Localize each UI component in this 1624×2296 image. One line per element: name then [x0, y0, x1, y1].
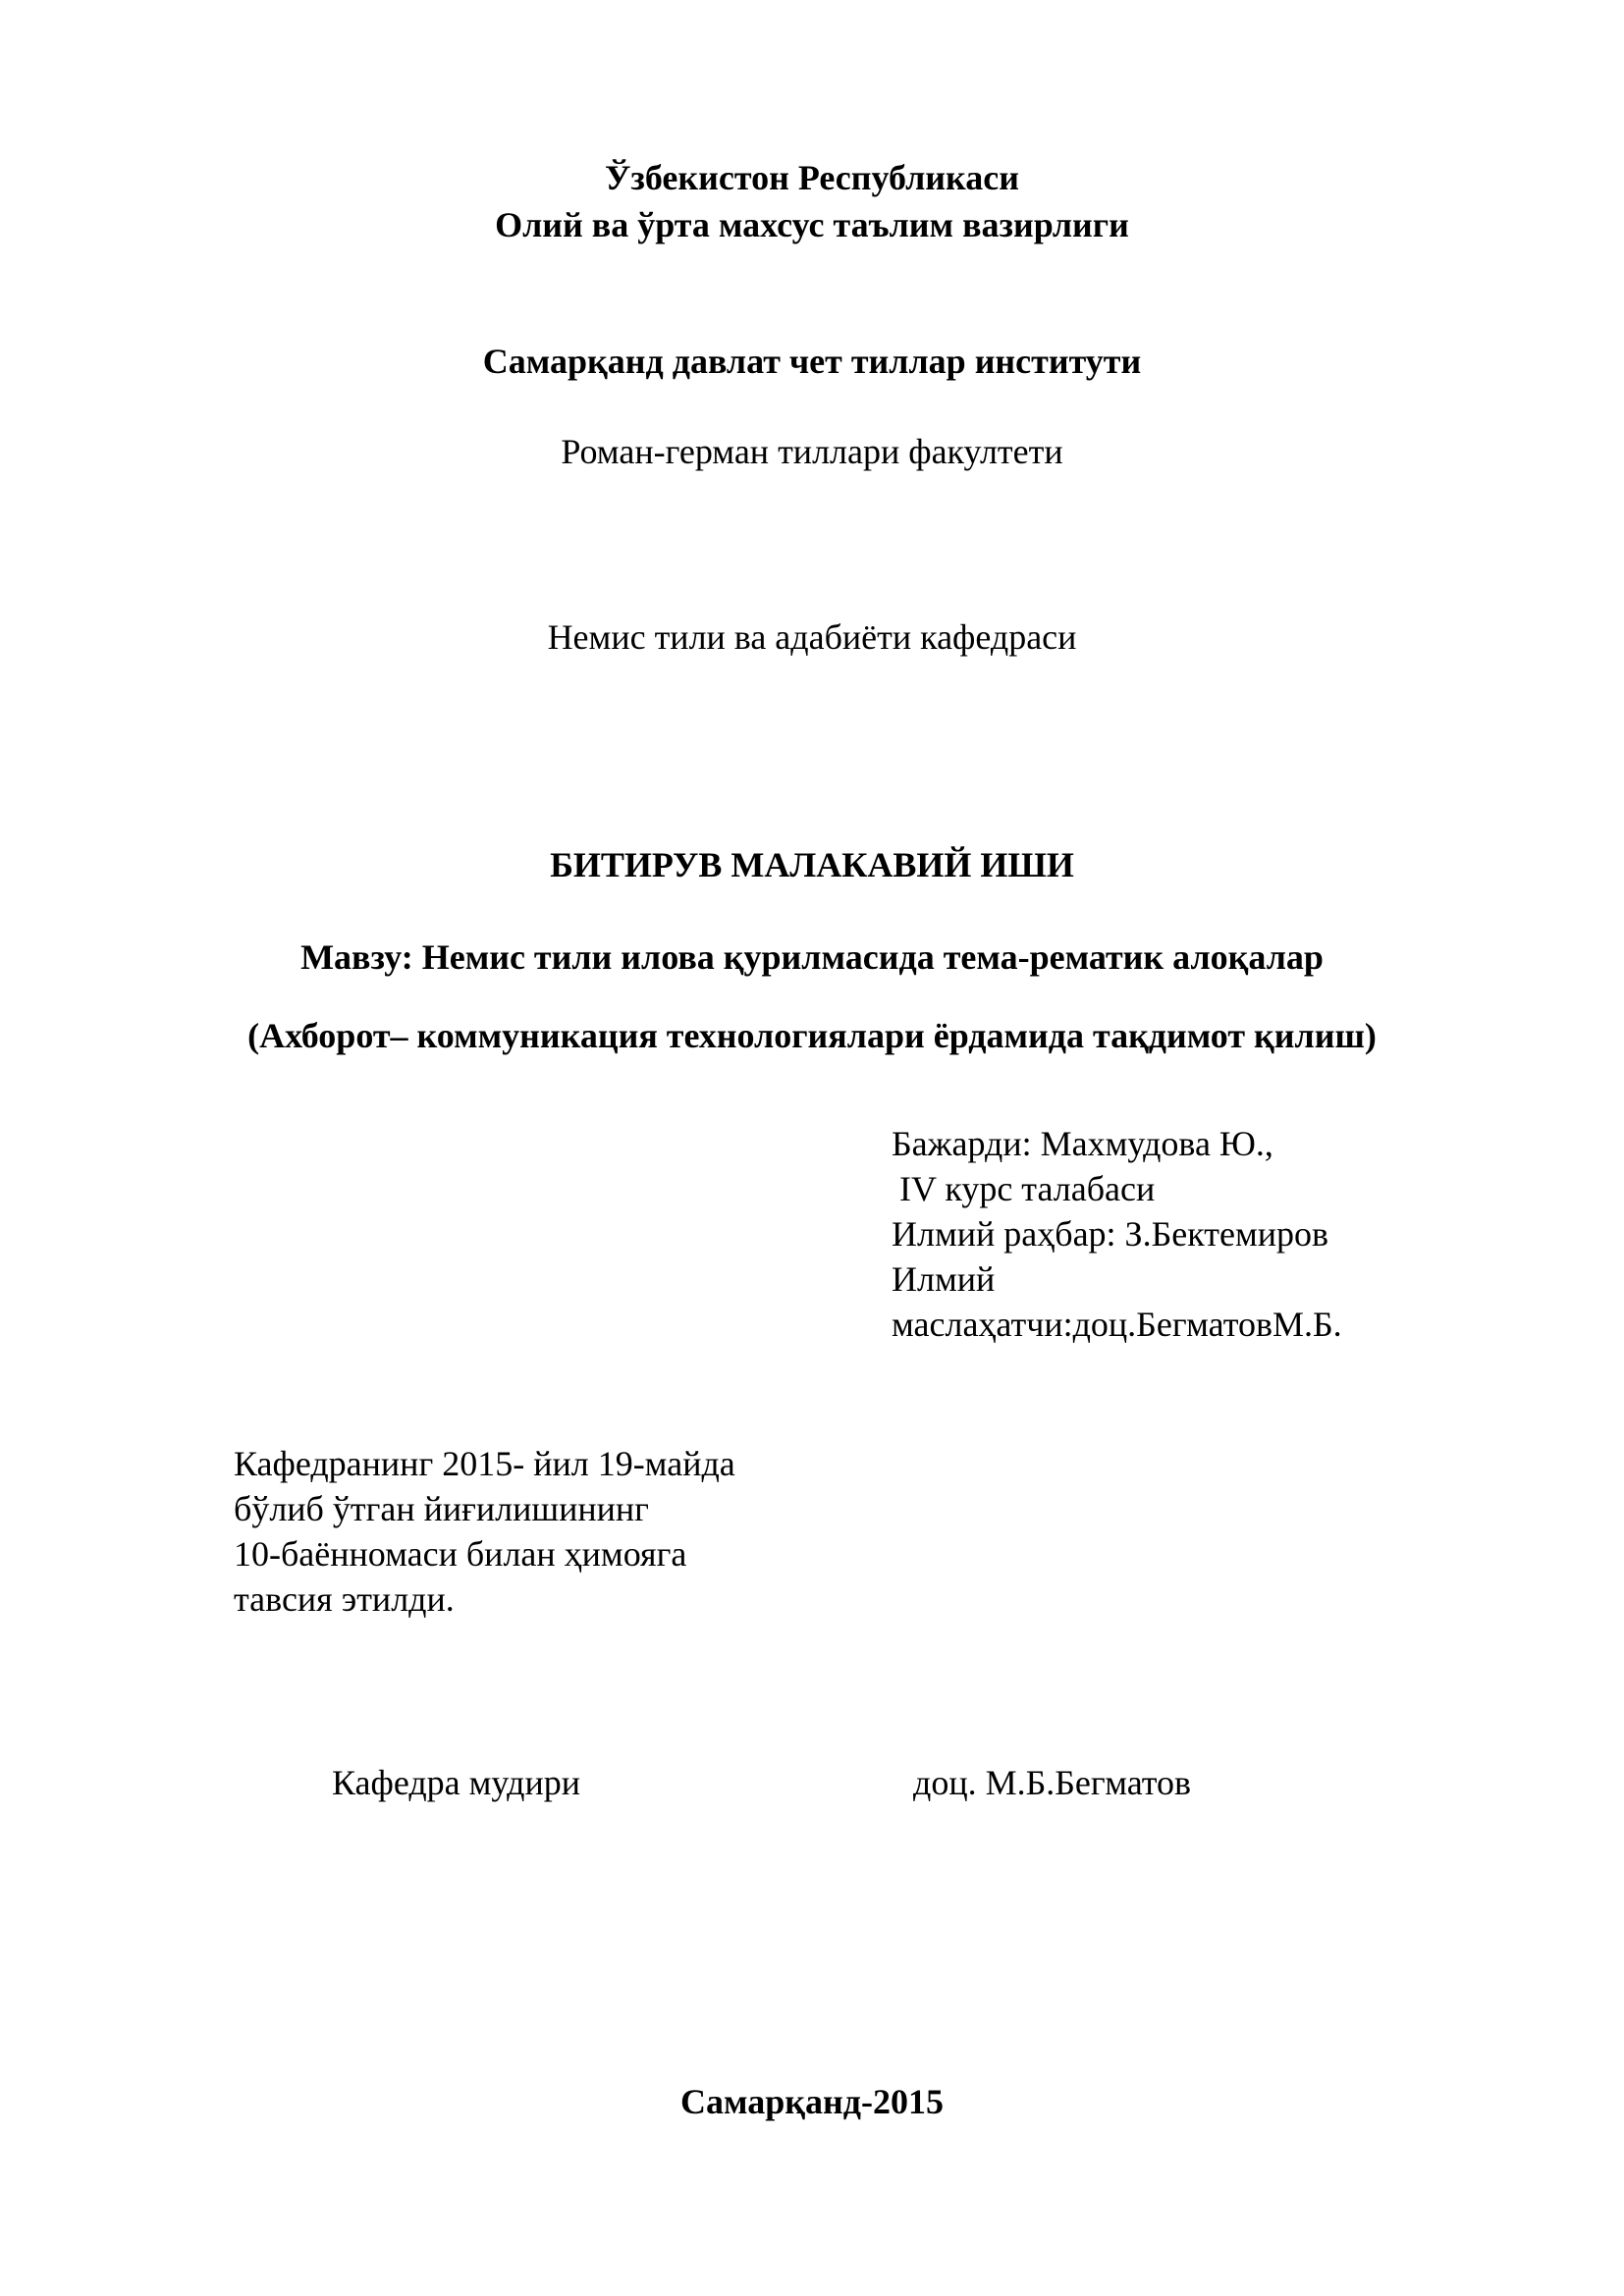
signature-role: Кафедра мудири	[332, 1763, 581, 1802]
city-year: Самарқанд-2015	[680, 2082, 944, 2121]
ministry-name: Олий ва ўрта махсус таълим вазирлиги	[495, 205, 1129, 244]
faculty-name: Роман-герман тиллари факултети	[561, 432, 1063, 471]
performer-line: Бажарди: Махмудова Ю.,	[892, 1124, 1273, 1163]
topic-heading: Мавзу: Немис тили илова қурилмасида тема-рематик алоқалар	[300, 937, 1324, 977]
recommendation-line-3: 10-баённомаси билан ҳимояга	[234, 1534, 687, 1574]
recommendation-line-2: бўлиб ўтган йиғилишининг	[234, 1489, 649, 1528]
course-line: IV курс талабаси	[899, 1169, 1156, 1208]
country-name: Ўзбекистон Республикаси	[605, 158, 1019, 197]
department-name: Немис тили ва адабиёти кафедраси	[547, 617, 1077, 657]
consultant-line-2: маслаҳатчи:доц.БегматовМ.Б.	[892, 1305, 1342, 1344]
subtopic-heading: (Ахборот– коммуникация технологиялари ёрдамида тақдимот қилиш)	[247, 1016, 1377, 1055]
recommendation-line-1: Кафедранинг 2015- йил 19-майда	[234, 1444, 735, 1483]
consultant-line-1: Илмий	[892, 1259, 996, 1299]
work-type-heading: БИТИРУВ МАЛАКАВИЙ ИШИ	[550, 845, 1074, 884]
institute-name: Самарқанд давлат чет тиллар институти	[482, 342, 1142, 381]
signature-name: доц. М.Б.Бегматов	[913, 1763, 1192, 1802]
recommendation-line-4: тавсия этилди.	[234, 1579, 455, 1619]
supervisor-line: Илмий раҳбар: З.Бектемиров	[892, 1214, 1329, 1254]
